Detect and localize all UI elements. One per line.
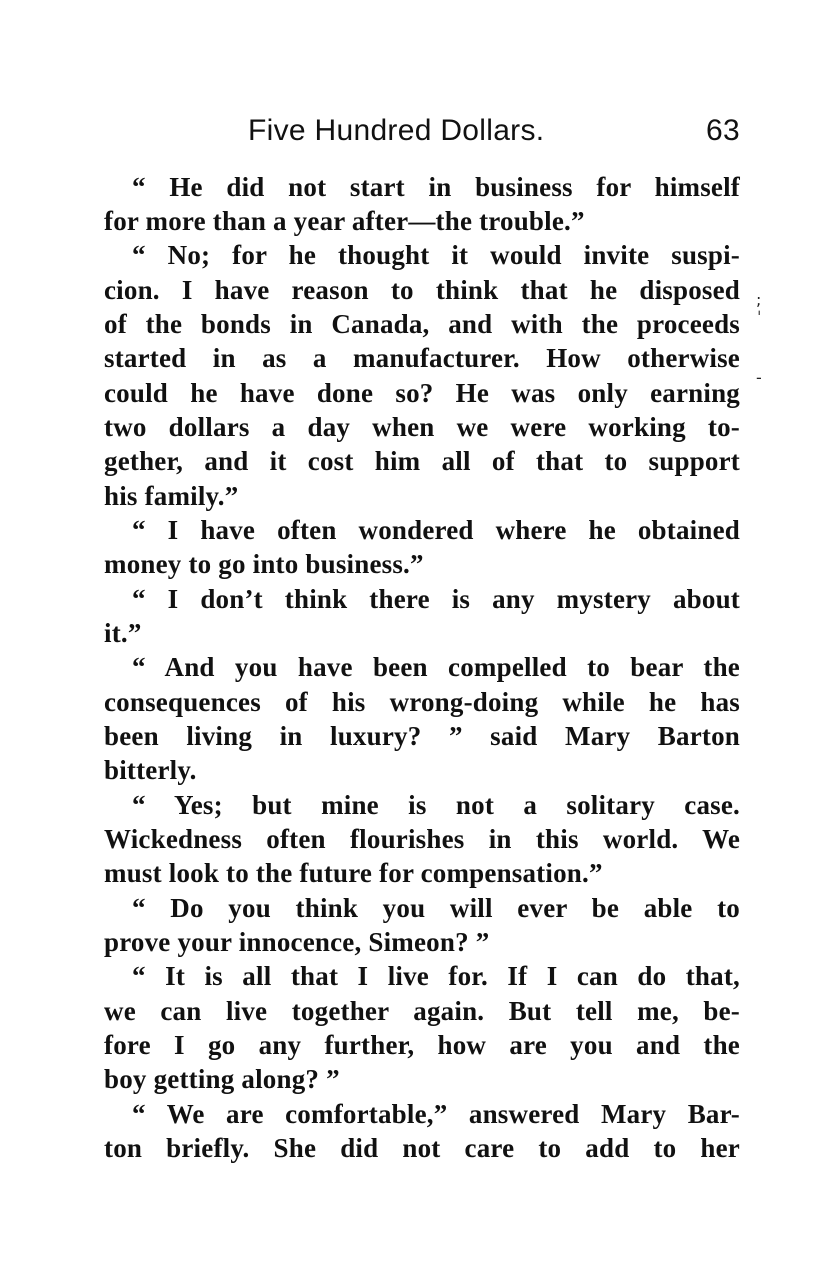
text-line: started in as a manufacturer. How otherwise [104, 343, 740, 373]
text-line: ton briefly. She did not care to add to her [104, 1133, 740, 1163]
text-line: “ I don’t think there is any mystery about [132, 584, 740, 614]
text-line: we can live together again. But tell me, be- [104, 996, 740, 1026]
text-line: his family.” [104, 481, 239, 511]
text-line: prove your innocence, Simeon? ” [104, 927, 490, 957]
text-line: of the bonds in Canada, and with the proceeds [104, 309, 740, 339]
text-line: fore I go any further, how are you and the [104, 1030, 740, 1060]
text-line: been living in luxury? ” said Mary Barton [104, 721, 740, 751]
text-line: Wickedness often flourishes in this world. We [104, 824, 740, 854]
text-line: could he have done so? He was only earning [104, 378, 740, 408]
text-line: gether, and it cost him all of that to support [104, 446, 740, 476]
text-line: “ We are comfortable,” answered Mary Bar- [132, 1099, 740, 1129]
text-line: bitterly. [104, 755, 197, 785]
margin-mark: - [756, 368, 762, 387]
text-line: cion. I have reason to think that he disposed [104, 275, 740, 305]
text-line: boy getting along? ” [104, 1064, 340, 1094]
margin-mark: ˈ [757, 308, 762, 327]
text-line: consequences of his wrong-doing while he has [104, 687, 740, 717]
text-line: “ It is all that I live for. If I can do that, [132, 961, 740, 991]
text-line: “ And you have been compelled to bear the [132, 652, 740, 682]
margin-mark: ; [756, 290, 762, 309]
running-head [248, 114, 740, 154]
text-line: for more than a year after—the trouble.” [104, 206, 585, 236]
text-line: “ No; for he thought it would invite suspi- [132, 240, 740, 270]
text-line: money to go into business.” [104, 549, 424, 579]
running-title: Five Hundred Dollars. [248, 114, 545, 147]
text-line: “ I have often wondered where he obtained [132, 515, 740, 545]
page-number: 63 [706, 114, 740, 147]
text-line: must look to the future for compensation.” [104, 858, 603, 888]
text-line: “ Do you think you will ever be able to [132, 893, 740, 923]
text-line: two dollars a day when we were working to- [104, 412, 740, 442]
text-line: “ Yes; but mine is not a solitary case. [132, 790, 740, 820]
text-line: “ He did not start in business for himself [132, 172, 740, 202]
text-line: it.” [104, 618, 142, 648]
